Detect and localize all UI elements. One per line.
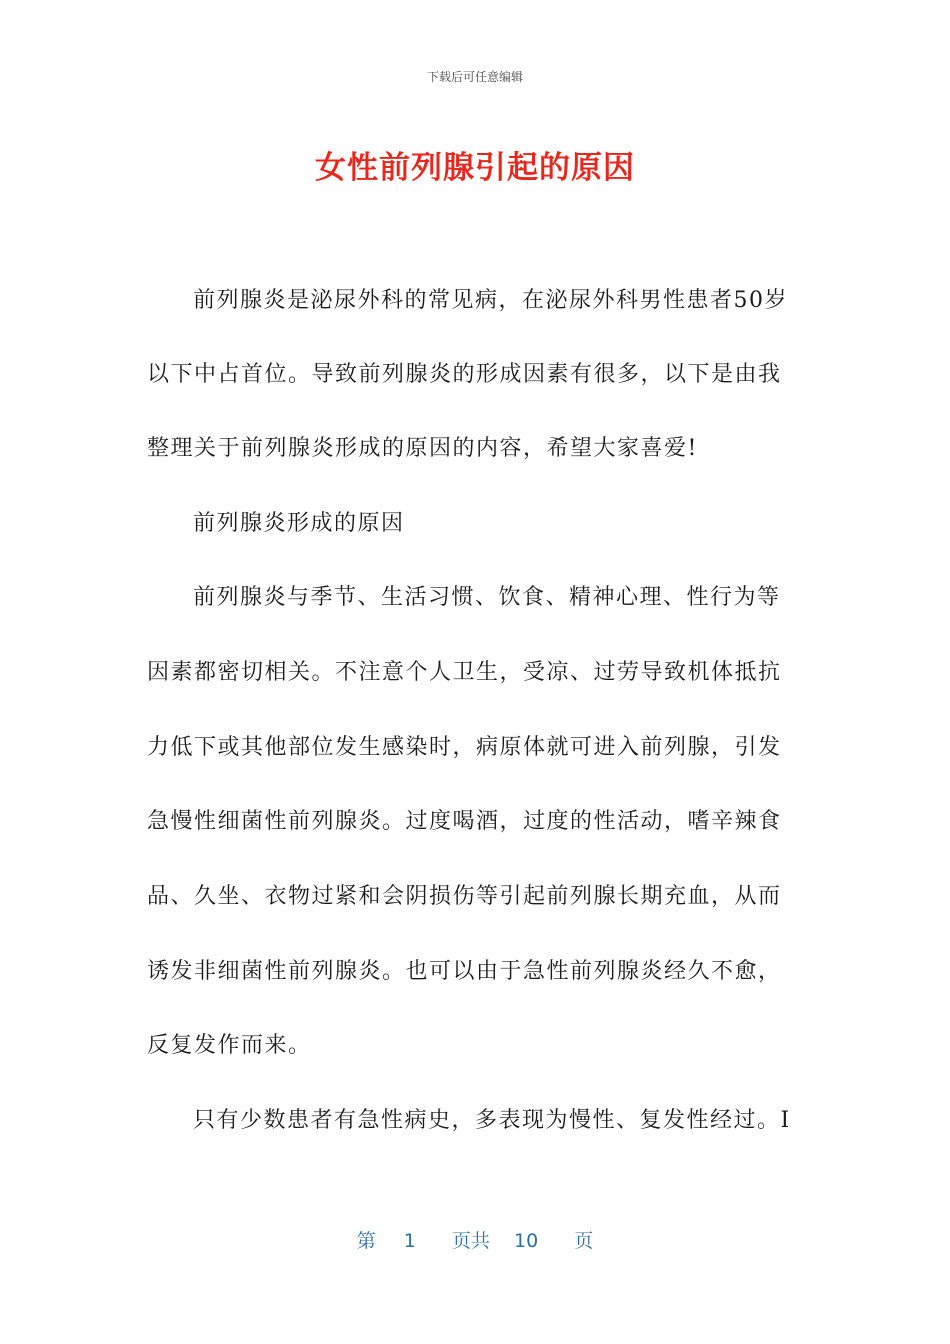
body-line: 诱发非细菌性前列腺炎。也可以由于急性前列腺炎经久不愈， xyxy=(147,959,782,984)
document-title: 女性前列腺引起的原因 xyxy=(315,150,635,186)
footer-total-pages: 10 xyxy=(514,1230,539,1252)
body-line: 急慢性细菌性前列腺炎。过度喝酒，过度的性活动，嗜辛辣食 xyxy=(147,809,782,834)
footer-page-number: 1 xyxy=(403,1230,416,1252)
body-line: 只有少数患者有急性病史，多表现为慢性、复发性经过。I xyxy=(193,1108,791,1133)
footer-suffix: 页 xyxy=(574,1230,594,1252)
body-line: 力低下或其他部位发生感染时，病原体就可进入前列腺，引发 xyxy=(147,735,782,760)
section-heading: 前列腺炎形成的原因 xyxy=(193,511,405,536)
body-line: 反复发作而来。 xyxy=(147,1033,312,1058)
body-line: 以下中占首位。导致前列腺炎的形成因素有很多，以下是由我 xyxy=(147,362,782,387)
footer-middle: 页共 xyxy=(451,1230,490,1252)
footer-prefix: 第 xyxy=(356,1230,376,1252)
body-line: 品、久坐、衣物过紧和会阴损伤等引起前列腺长期充血，从而 xyxy=(147,884,782,909)
body-line: 因素都密切相关。不注意个人卫生，受凉、过劳导致机体抵抗 xyxy=(147,660,782,685)
body-line: 前列腺炎与季节、生活习惯、饮食、精神心理、性行为等 xyxy=(193,585,781,610)
body-line: 前列腺炎是泌尿外科的常见病，在泌尿外科男性患者50岁 xyxy=(193,288,788,313)
body-line: 整理关于前列腺炎形成的原因的内容，希望大家喜爱! xyxy=(147,436,698,461)
header-note: 下载后可任意编辑 xyxy=(426,70,523,84)
page-footer xyxy=(0,1226,950,1253)
